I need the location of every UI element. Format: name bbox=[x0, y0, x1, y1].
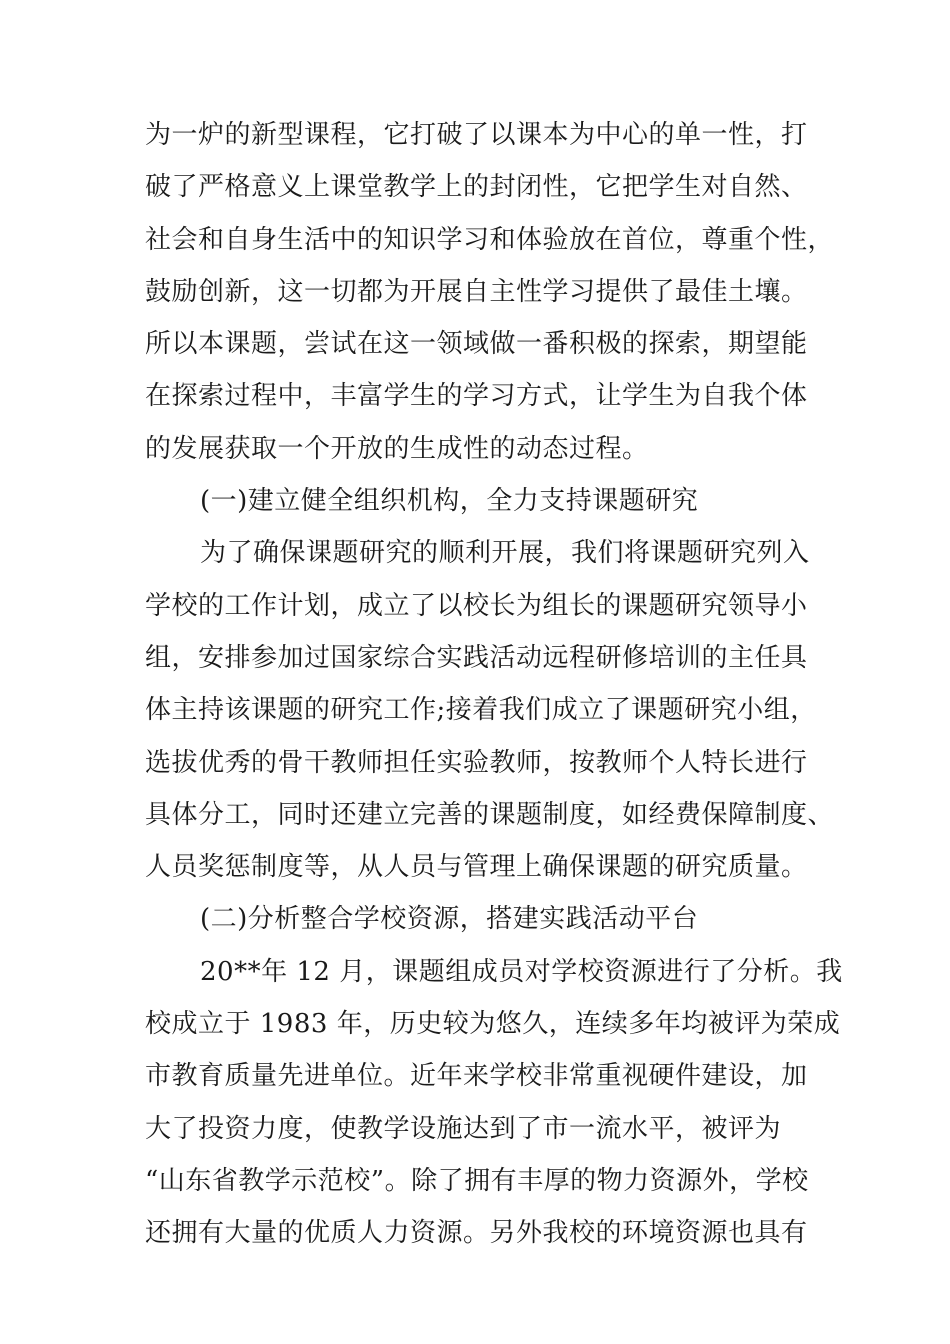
text-line: 具体分工，同时还建立完善的课题制度，如经费保障制度、 bbox=[145, 799, 835, 830]
text-line: 大了投资力度，使教学设施达到了市一流水平，被评为 bbox=[145, 1113, 782, 1144]
text-line: 校成立于 1983 年，历史较为悠久，连续多年均被评为荣成 bbox=[145, 1009, 841, 1040]
text-line: 市教育质量先进单位。近年来学校非常重视硬件建设，加 bbox=[145, 1061, 808, 1092]
text-line: 的发展获取一个开放的生成性的动态过程。 bbox=[145, 433, 649, 464]
document-body bbox=[145, 109, 843, 1260]
text-line: 社会和自身生活中的知识学习和体验放在首位，尊重个性， bbox=[145, 224, 835, 255]
section-heading-2: (二)分析整合学校资源，搭建实践活动平台 bbox=[200, 904, 699, 935]
text-line: 选拔优秀的骨干教师担任实验教师，按教师个人特长进行 bbox=[145, 747, 808, 778]
text-line: 20**年 12 月，课题组成员对学校资源进行了分析。我 bbox=[200, 956, 843, 987]
text-line: 体主持该课题的研究工作;接着我们成立了课题研究小组， bbox=[145, 695, 817, 726]
text-line: 破了严格意义上课堂教学上的封闭性，它把学生对自然、 bbox=[145, 172, 808, 203]
text-line: 组，安排参加过国家综合实践活动远程研修培训的主任具 bbox=[145, 642, 808, 673]
text-line: 还拥有大量的优质人力资源。另外我校的环境资源也具有 bbox=[145, 1218, 808, 1249]
text-line: 鼓励创新，这一切都为开展自主性学习提供了最佳土壤。 bbox=[145, 276, 808, 307]
text-line: 人员奖惩制度等，从人员与管理上确保课题的研究质量。 bbox=[145, 852, 808, 883]
text-line: 所以本课题，尝试在这一领域做一番积极的探索，期望能 bbox=[145, 329, 808, 360]
text-line: “山东省教学示范校”。除了拥有丰厚的物力资源外，学校 bbox=[145, 1165, 809, 1196]
text-line: 为一炉的新型课程，它打破了以课本为中心的单一性，打 bbox=[145, 120, 808, 150]
text-line: 学校的工作计划，成立了以校长为组长的课题研究领导小 bbox=[145, 590, 808, 621]
text-line: 在探索过程中，丰富学生的学习方式，让学生为自我个体 bbox=[145, 381, 808, 412]
section-heading-1: (一)建立健全组织机构，全力支持课题研究 bbox=[200, 486, 699, 517]
text-line: 为了确保课题研究的顺利开展，我们将课题研究列入 bbox=[200, 538, 810, 569]
